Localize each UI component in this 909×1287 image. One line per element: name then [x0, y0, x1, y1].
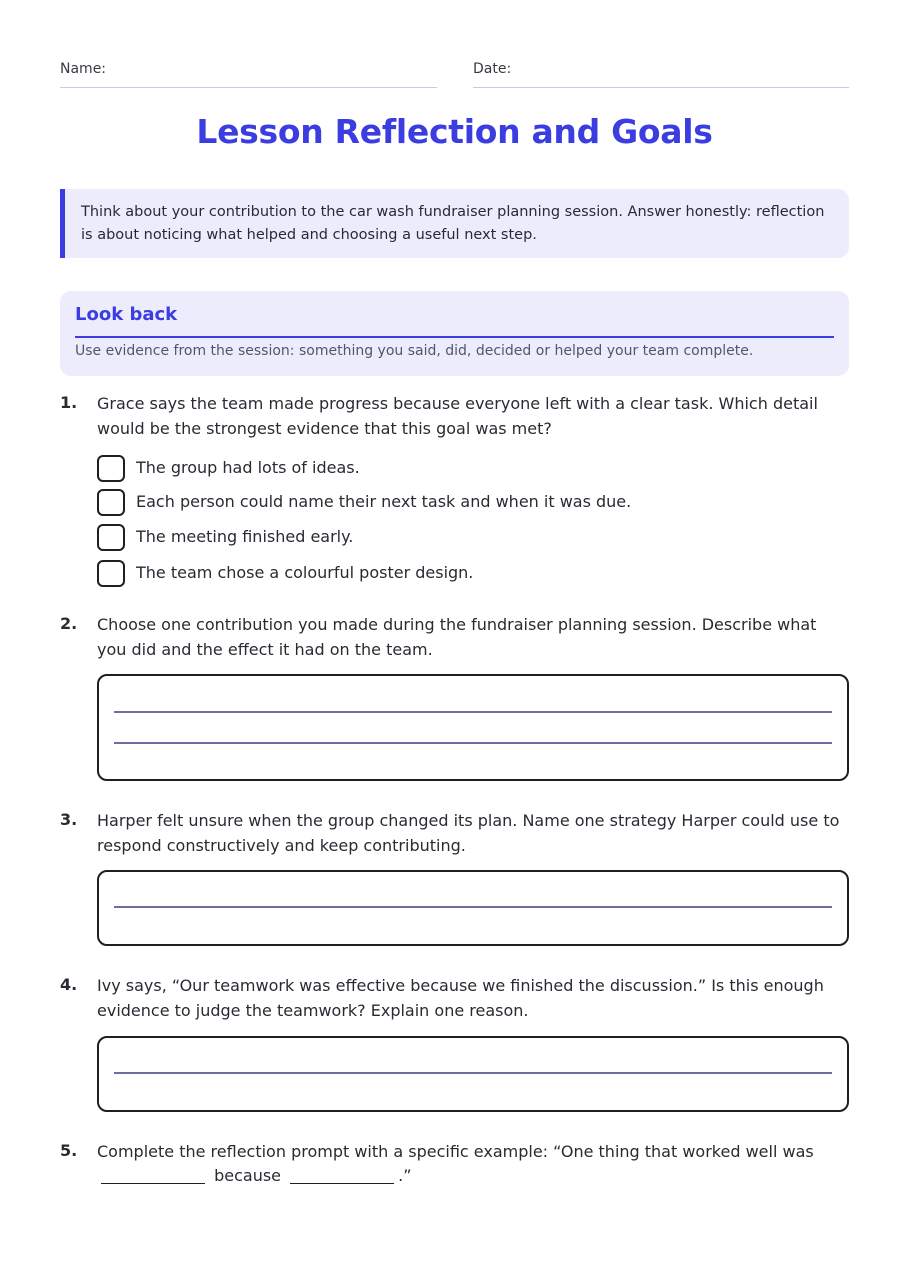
- option-checkbox[interactable]: [97, 455, 125, 482]
- question-5-number: 5.: [60, 1141, 78, 1160]
- option-label: Each person could name their next task and when it was due.: [136, 492, 632, 511]
- option-checkbox[interactable]: [97, 560, 125, 587]
- question-1-number: 1.: [60, 393, 78, 412]
- question-2-answer-box[interactable]: [97, 674, 849, 781]
- fill-in-blank-2[interactable]: [290, 1183, 394, 1185]
- intro-callout: [60, 189, 849, 258]
- name-label: Name:: [60, 61, 107, 77]
- student-info-row: [60, 61, 849, 89]
- answer-line: [114, 711, 832, 713]
- question-2-text: Choose one contribution you made during the fundraiser planning session. Describe what you did and the effect it had on the team.: [97, 615, 817, 659]
- question-5-text: Complete the reflection prompt with a specific example: “One thing that worked well was: [97, 1142, 814, 1161]
- option-label: The team chose a colourful poster design.: [136, 563, 474, 582]
- question-3-number: 3.: [60, 810, 78, 829]
- intro-text: Think about your contribution to the car wash fundraiser planning session. Answer honestly: reflection is about noticing what helped and choosing a useful next step.: [81, 204, 825, 243]
- question-4-text: Ivy says, “Our teamwork was effective because we finished the discussion.” Is this enough evidence to judge the teamwork? Explain one reason.: [97, 976, 824, 1020]
- date-field[interactable]: [473, 61, 849, 88]
- question-4-answer-box[interactable]: [97, 1036, 849, 1112]
- answer-line: [114, 1072, 832, 1074]
- section-divider: [75, 336, 834, 338]
- option-label: The meeting finished early.: [136, 527, 354, 546]
- answer-line: [114, 906, 832, 908]
- section-title: Look back: [75, 304, 178, 325]
- option-checkbox[interactable]: [97, 524, 125, 551]
- question-3-text: Harper felt unsure when the group changed its plan. Name one strategy Harper could use to respond constructively and keep contributing.: [97, 811, 840, 855]
- section-description: Use evidence from the session: something you said, did, decided or helped your team complete.: [75, 343, 754, 359]
- question-5-middle: because: [214, 1166, 282, 1185]
- question-4-number: 4.: [60, 975, 78, 994]
- fill-in-blank-1[interactable]: [101, 1183, 205, 1185]
- question-2-number: 2.: [60, 614, 78, 633]
- answer-line: [114, 742, 832, 744]
- date-label: Date:: [473, 61, 512, 77]
- question-5-end: .”: [398, 1166, 412, 1185]
- name-field[interactable]: [60, 61, 437, 88]
- question-1-text: Grace says the team made progress because everyone left with a clear task. Which detail would be the strongest evidence that this goal was met?: [97, 394, 818, 438]
- option-label: The group had lots of ideas.: [136, 458, 360, 477]
- page-title: Lesson Reflection and Goals: [196, 112, 713, 151]
- question-3-answer-box[interactable]: [97, 870, 849, 946]
- question-5-fill-in: [97, 1163, 411, 1188]
- option-checkbox[interactable]: [97, 489, 125, 516]
- section-look-back: [60, 291, 849, 376]
